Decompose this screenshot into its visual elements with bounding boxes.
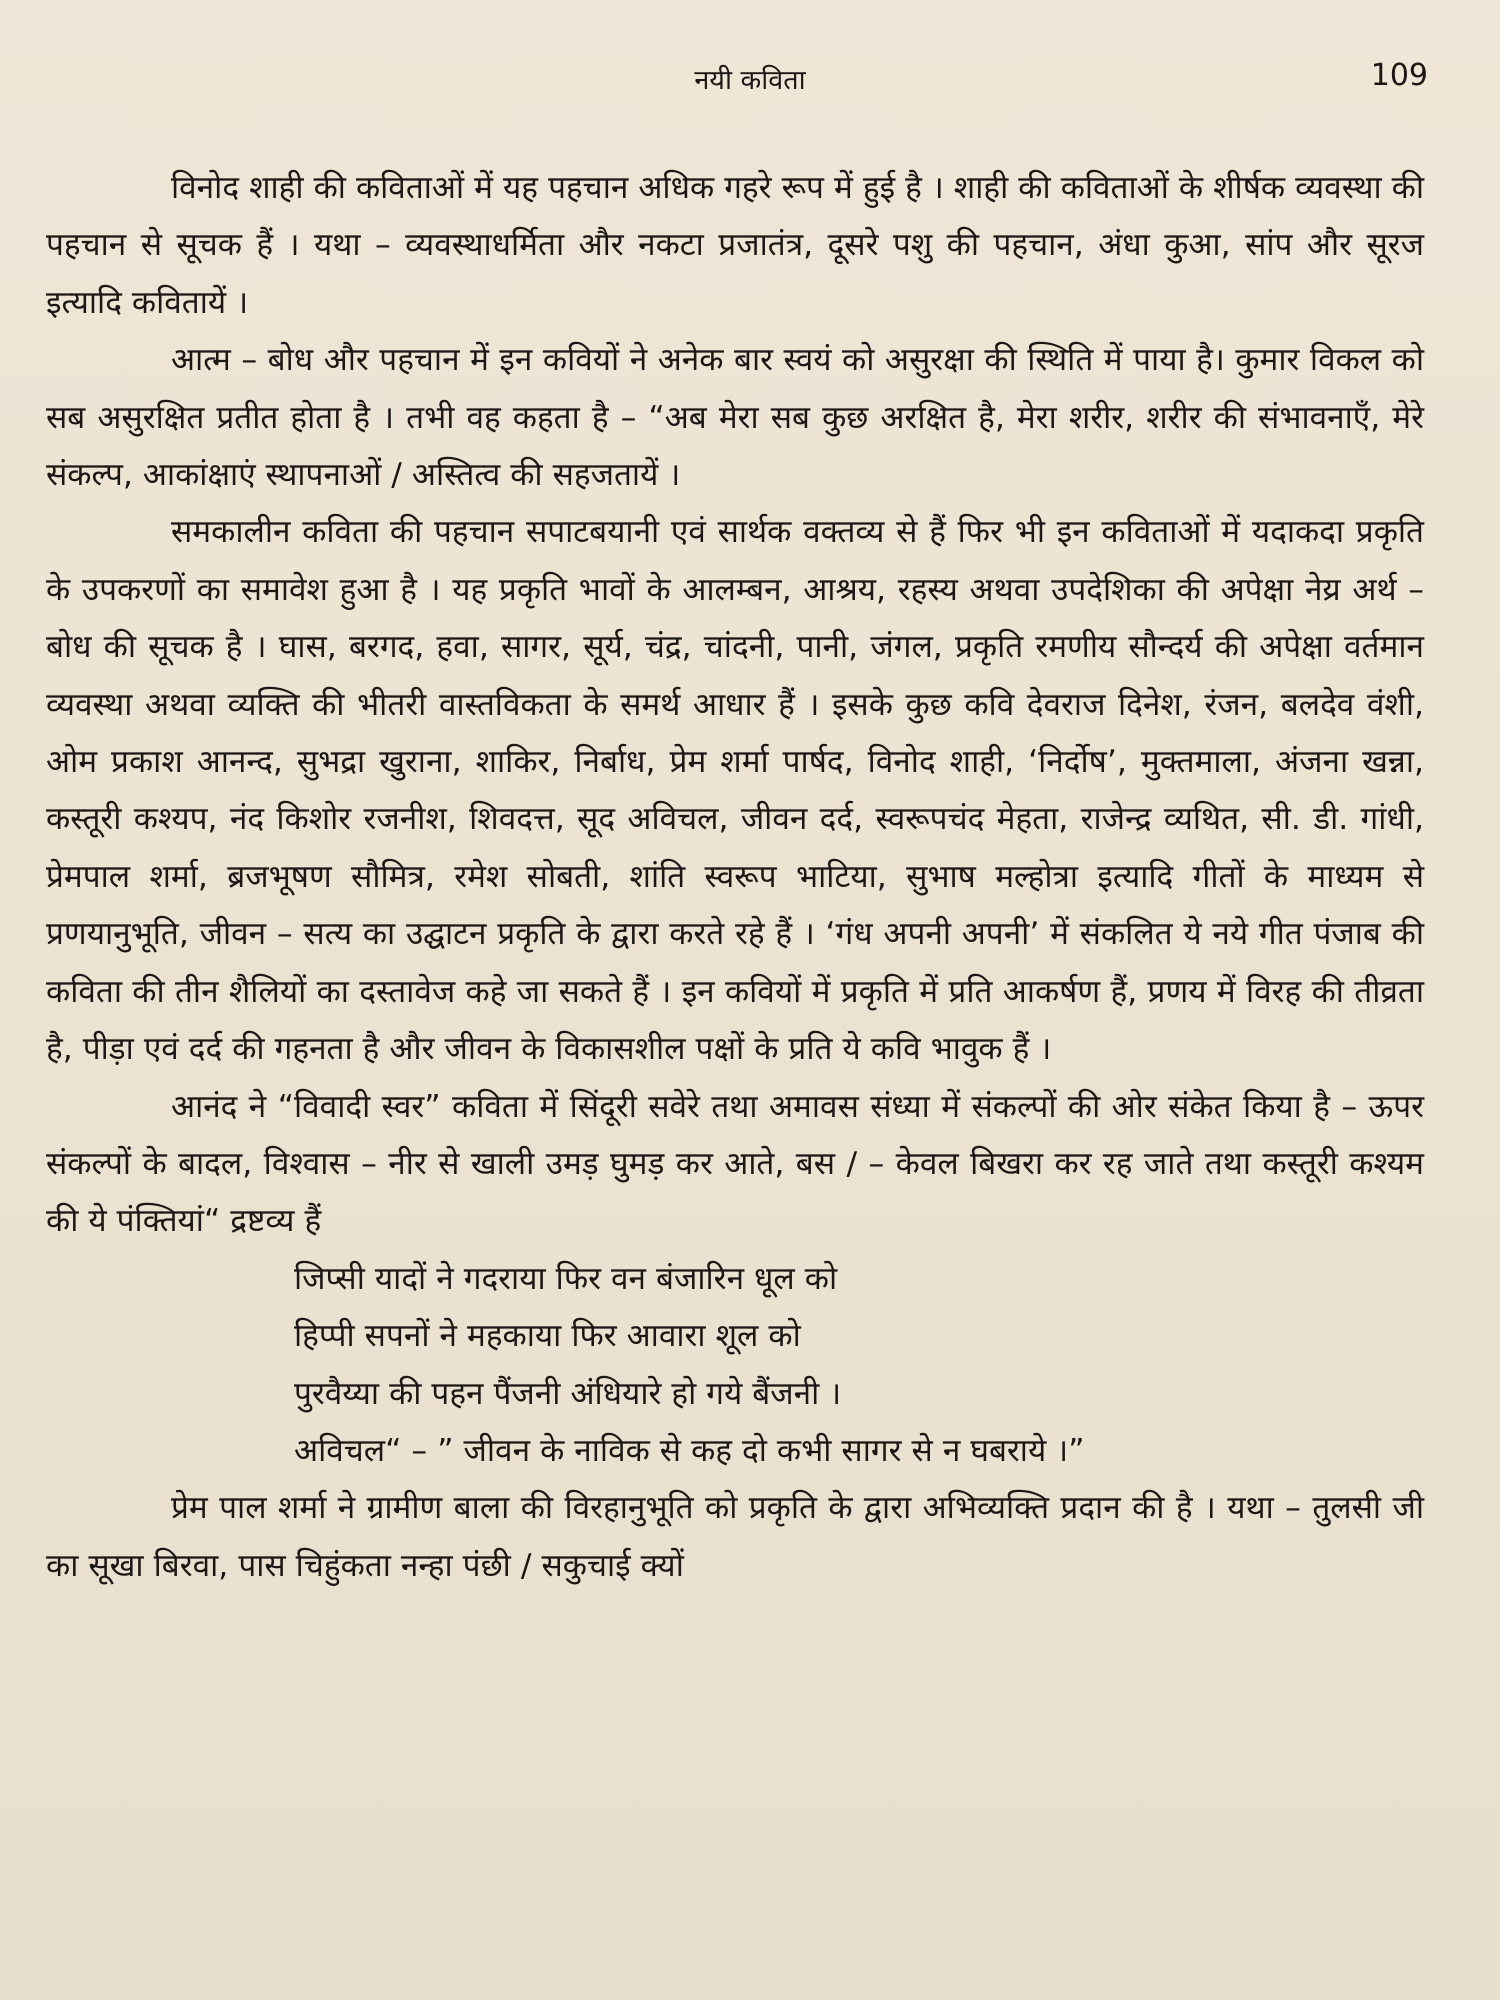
body-text [46, 160, 1424, 1595]
paragraph: प्रेम पाल शर्मा ने ग्रामीण बाला की विरहानुभूति को प्रकृति के द्वारा अभिव्यक्ति प्रदान की है । यथा – तुलसी जी का सूखा बिरवा, पास चिहुंकता नन्हा पंछी / सकुचाई क्यों [46, 1490, 1424, 1584]
page-number: 109 [1370, 58, 1428, 93]
paragraph: विनोद शाही की कविताओं में यह पहचान अधिक गहरे रूप में हुई है । शाही की कविताओं के शीर्षक व्यवस्था की पहचान से सूचक हैं । यथा – व्यवस्थाधर्मिता और नकटा प्रजातंत्र, दूसरे पशु की पहचान, अंधा कुआ, सांप और सूरज इत्यादि कवितायें । [46, 170, 1424, 321]
paragraph: समकालीन कविता की पहचान सपाटबयानी एवं सार्थक वक्तव्य से हैं फिर भी इन कविताओं में यदाकदा प्रकृति के उपकरणों का समावेश हुआ है । यह प्रकृति भावों के आलम्बन, आश्रय, रहस्य अथवा उपदेशिका की अपेक्षा नेय्र अर्थ – बोध की सूचक है । घास, बरगद, हवा, सागर, सूर्य, चंद्र, चांदनी, पानी, जंगल, प्रकृति रमणीय सौन्दर्य की अपेक्षा वर्तमान व्यवस्था अथवा व्यक्ति की भीतरी वास्तविकता के समर्थ आधार हैं । इसके कुछ कवि देवराज दिनेश, रंजन, बलदेव वंशी, ओम प्रकाश आनन्द, सुभद्रा खुराना, शाकिर, निर्बाध, प्रेम शर्मा पार्षद, विनोद शाही, ‘निर्दोष’, मुक्तमाला, अंजना खन्ना, कस्तूरी कश्यप, नंद किशोर रजनीश, शिवदत्त, सूद अविचल, जीवन दर्द, स्वरूपचंद मेहता, राजेन्द्र व्यथित, सी. डी. गांधी, प्रेमपाल शर्मा, ब्रजभूषण सौमित्र, रमेश सोबती, शांति स्वरूप भाटिया, सुभाष मल्होत्रा इत्यादि गीतों के माध्यम से प्रणयानुभूति, जीवन – सत्य का उद्घाटन प्रकृति के द्वारा करते रहे हैं । ‘गंध अपनी अपनी’ में संकलित ये नये गीत पंजाब की कविता की तीन शैलियों का दस्तावेज कहे जा सकते हैं । इन कवियों में प्रकृति में प्रति आकर्षण हैं, प्रणय में विरह की तीव्रता है, पीड़ा एवं दर्द की गहनता है और जीवन के विकासशील पक्षों के प्रति ये कवि भावुक हैं । [46, 514, 1424, 1068]
verse-line: अविचल“ – ” जीवन के नाविक से कह दो कभी सागर से न घबराये ।” [294, 1432, 1085, 1469]
verse-quote [46, 1251, 1424, 1481]
verse-line: जिप्सी यादों ने गदराया फिर वन बंजारिन धूल को [294, 1260, 838, 1297]
paragraph: आत्म – बोध और पहचान में इन कवियों ने अनेक बार स्वयं को असुरक्षा की स्थिति में पाया है। कुमार विकल को सब असुरक्षित प्रतीत होता है । तभी वह कहता है – “अब मेरा सब कुछ अरक्षित है, मेरा शरीर, शरीर की संभावनाएँ, मेरे संकल्प, आकांक्षाएं स्थापनाओं / अस्तित्व की सहजतायें । [46, 342, 1424, 494]
verse-line: पुरवैय्या की पहन पैंजनी अंधियारे हो गये बैंजनी । [294, 1375, 842, 1412]
running-head [0, 58, 1500, 98]
running-title: नयी कविता [694, 65, 806, 96]
paragraph: आनंद ने “विवादी स्वर” कविता में सिंदूरी सवेरे तथा अमावस संध्या में संकल्पों की ओर संकेत किया है – ऊपर संकल्पों के बादल, विश्वास – नीर से खाली उमड़ घुमड़ कर आते, बस / – केवल बिखरा कर रह जाते तथा कस्तूरी कश्यम की ये पंक्तियां“ द्रष्टव्य हैं [46, 1088, 1424, 1240]
verse-line: हिप्पी सपनों ने महकाया फिर आवारा शूल को [294, 1318, 801, 1355]
